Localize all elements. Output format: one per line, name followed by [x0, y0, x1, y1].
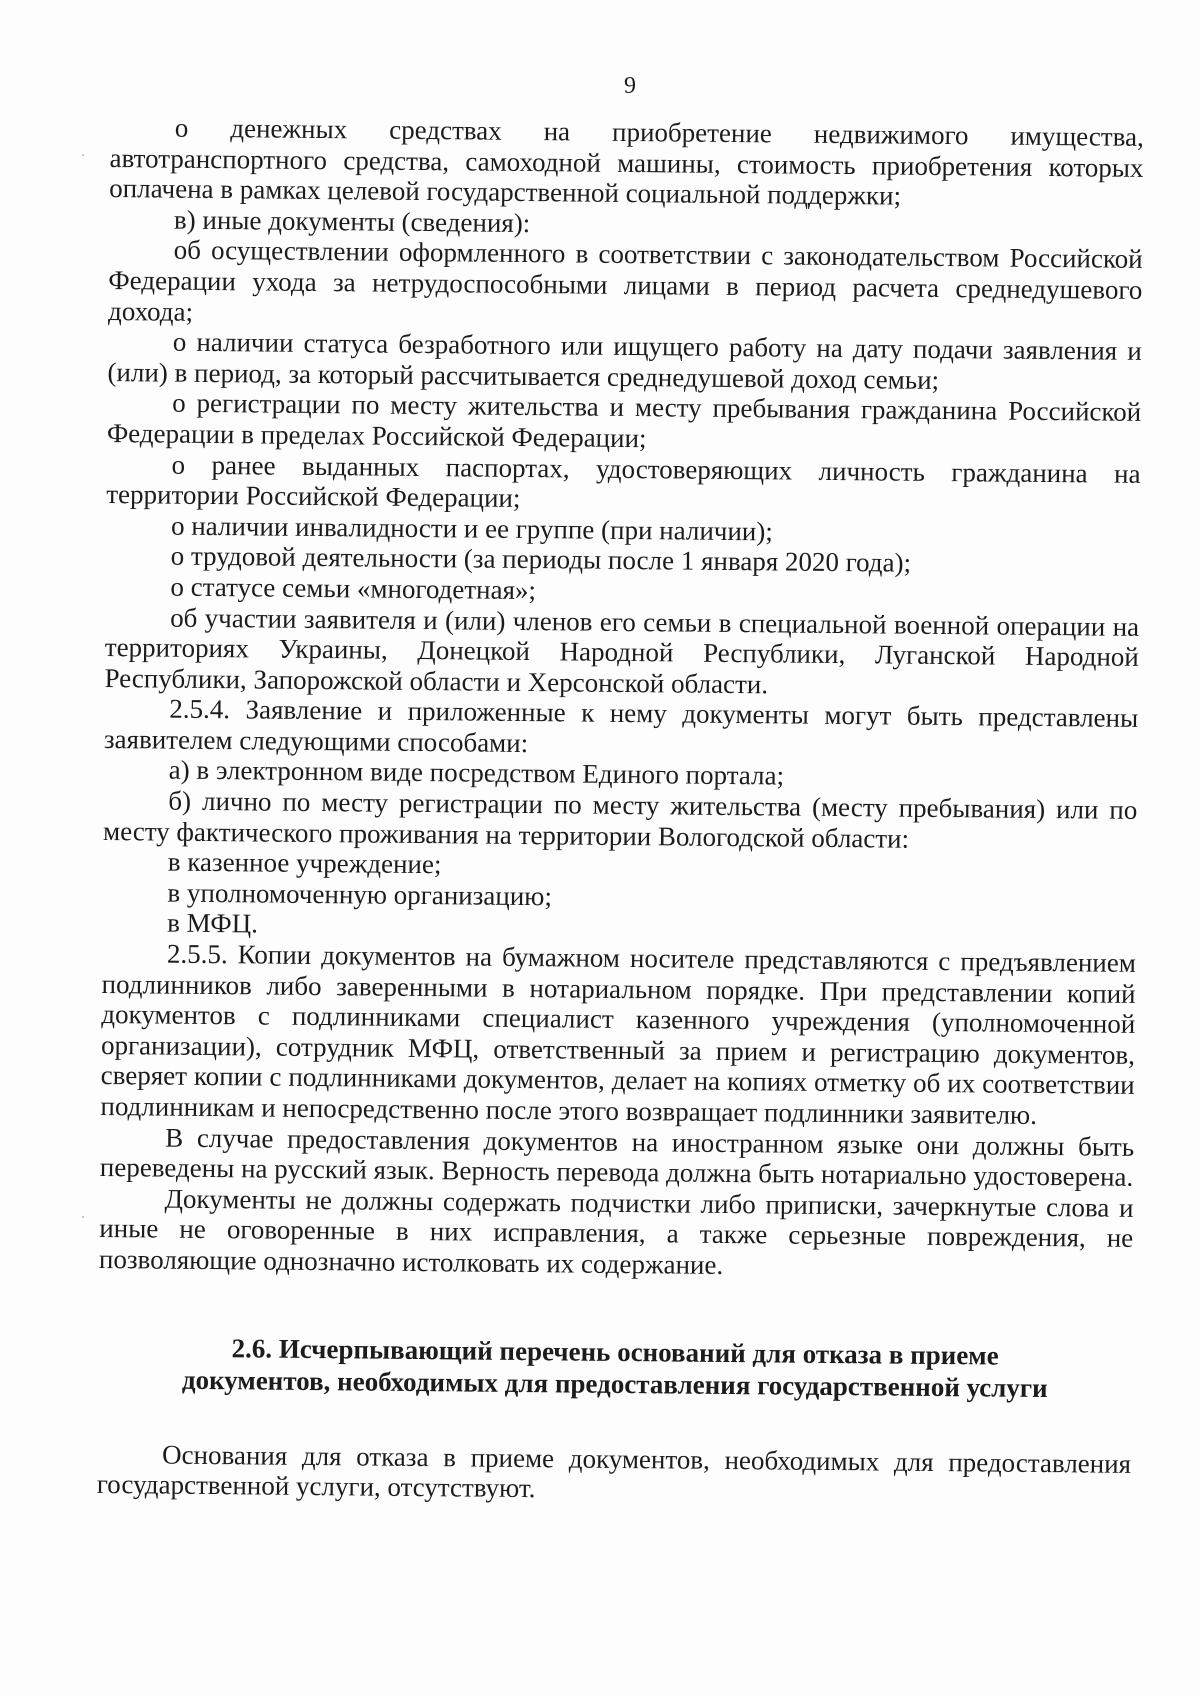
section-paragraph: Основания для отказа в приеме документов, необходимых для предоставления государственной услуги, отсутствуют.	[96, 1439, 1132, 1504]
list-item: в уполномоченную организацию;	[167, 877, 553, 912]
paragraph: об осуществлении оформленного в соответствии с законодательством Российской Федерации ухода за нетрудоспособными лицами в период расчета среднедушевого дохода;	[107, 234, 1143, 327]
section-heading-line: документов, необходимых для предоставления государственной услуги	[181, 1364, 1048, 1403]
paragraph: В случае предоставления документов на иностранном языке они должны быть переведены на русский язык. Верность перевода должна быть нотариально удостоверена.	[99, 1122, 1135, 1193]
document-body	[97, 112, 1144, 1510]
paragraph: о ранее выданных паспортах, удостоверяющих личность гражданина на территории Российской Федерации;	[106, 449, 1141, 514]
list-item: о наличии инвалидности и ее группе (при наличии);	[170, 510, 773, 547]
paragraph: о наличии статуса безработного или ищущего работу на дату подачи заявления и (или) в период, за который рассчитывается среднедушевой доход семьи;	[107, 326, 1142, 395]
paragraph: о регистрации по месту жительства и месту пребывания гражданина Российской Федерации в пределах Российской Федерации;	[106, 387, 1142, 454]
section-heading	[98, 1331, 1133, 1405]
list-item: о трудовой деятельности (за периоды после 1 января 2020 года);	[170, 540, 912, 579]
list-item: о статусе семьи «многодетная»;	[170, 571, 537, 606]
list-item: в казенное учреждение;	[167, 846, 442, 880]
page-number: 9	[624, 73, 636, 99]
paragraph: Документы не должны содержать подчистки либо приписки, зачеркнутые слова и иные не оговоренные в них исправления, а также серьезные повреждения, не позволяющие однозначно истолковать их содержание.	[98, 1183, 1134, 1280]
list-item: а) в электронном виде посредством Единого портала;	[168, 755, 785, 791]
section-heading-line: 2.6. Исчерпывающий перечень оснований для отказа в приеме	[231, 1332, 999, 1371]
paragraph: б) лично по месту регистрации по месту жительства (месту пребывания) или по месту фактического проживания на территории Вологодской области:	[102, 785, 1138, 854]
scan-speck	[82, 154, 84, 156]
list-item: в МФЦ.	[167, 908, 259, 939]
paragraph: 2.5.4. Заявление и приложенные к нему документы могут быть представлены заявителем следующими способами:	[103, 693, 1139, 758]
paragraph: о денежных средствах на приобретение недвижимого имущества, автотранспортного средства, самоходной машины, стоимость приобретения которых оплачена в рамках целевой государственной социальной поддержки;	[109, 112, 1144, 211]
paragraph: об участии заявителя и (или) членов его семьи в специальной военной операции на территориях Украины, Донецкой Народной Республики, Луганской Народной Республики, Запорожской области и Херсонской области.	[104, 602, 1140, 700]
paragraph: 2.5.5. Копии документов на бумажном носителе представляются с предъявлением подлинников либо заверенными в нотариальном порядке. При представлении копий документов с подлинниками специалист казенного учреждения (уполномоченной организации), сотрудник МФЦ, ответственный за прием и регистрацию документов, сверяет копии с подлинниками документов, делает на копиях отметку об их соответствии подлинникам и непосредственно после этого возвращает подлинники заявителю.	[100, 938, 1137, 1130]
list-item: в) иные документы (сведения):	[173, 204, 531, 238]
scan-speck	[82, 1216, 84, 1218]
